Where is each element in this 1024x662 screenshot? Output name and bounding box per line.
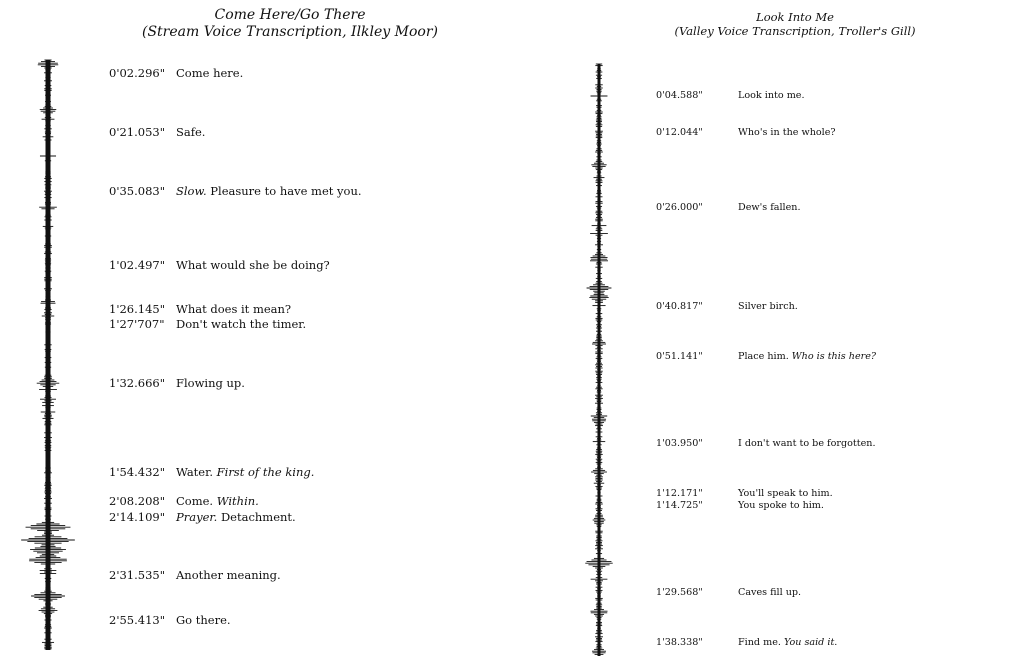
transcript-line — [656, 301, 798, 312]
transcript-line — [109, 465, 314, 479]
utterance-italic-segment: You said it. — [783, 637, 838, 648]
left-subtitle: (Stream Voice Transcription, Ilkley Moor) — [142, 23, 438, 40]
timestamp: 1'14.725" — [656, 500, 703, 511]
utterance-segment: Don't watch the timer. — [176, 317, 307, 331]
utterance-text — [176, 302, 291, 316]
utterance-text — [738, 90, 805, 101]
utterance-text — [738, 127, 836, 138]
transcript-line — [656, 438, 876, 449]
utterance-text — [176, 125, 205, 139]
transcript-line — [109, 613, 231, 627]
transcript-line — [109, 125, 205, 139]
utterance-segment: What would she be doing? — [176, 258, 330, 272]
utterance-italic-segment: First of the king. — [216, 465, 315, 479]
utterance-segment: I don't want to be forgotten. — [738, 438, 876, 449]
transcript-line — [656, 127, 836, 138]
timestamp: 0'04.588" — [656, 90, 703, 101]
utterance-segment: Pleasure to have met you. — [206, 184, 362, 198]
utterance-segment: Come here. — [176, 66, 244, 80]
utterance-text — [176, 510, 296, 524]
utterance-segment: Go there. — [176, 613, 231, 627]
utterance-text — [738, 500, 824, 511]
utterance-text — [738, 438, 876, 449]
timestamp: 0'51.141" — [656, 351, 703, 362]
utterance-segment: What does it mean? — [176, 302, 292, 316]
left-title-block — [80, 7, 500, 41]
utterance-text — [176, 317, 306, 331]
timestamp: 0'35.083" — [109, 184, 166, 198]
utterance-segment: Place him. — [738, 351, 792, 362]
timestamp: 2'31.535" — [109, 568, 166, 582]
timestamp: 1'29.568" — [656, 587, 703, 598]
transcript-line — [656, 637, 837, 648]
timestamp: 1'12.171" — [656, 488, 703, 499]
transcript-line — [656, 500, 824, 511]
utterance-text — [738, 301, 798, 312]
utterance-text — [176, 568, 281, 582]
utterance-text — [176, 613, 231, 627]
utterance-text — [176, 184, 362, 198]
right-subtitle: (Valley Voice Transcription, Troller's Gill) — [674, 23, 916, 38]
timestamp: 1'27'707" — [109, 317, 165, 331]
timestamp: 2'14.109" — [109, 510, 166, 524]
utterance-text — [738, 351, 876, 362]
right-waveform — [580, 0, 620, 662]
utterance-text — [176, 258, 330, 272]
right-transcription-panel — [560, 0, 1024, 662]
transcript-line — [656, 488, 833, 499]
utterance-segment: Caves fill up. — [738, 587, 802, 598]
utterance-segment: Water. — [176, 465, 217, 479]
utterance-segment: Flowing up. — [176, 376, 245, 390]
utterance-segment: Safe. — [176, 125, 206, 139]
transcript-line — [656, 202, 801, 213]
timestamp: 2'08.208" — [109, 494, 166, 508]
transcript-line — [109, 302, 291, 316]
utterance-italic-segment: Within. — [216, 494, 259, 508]
utterance-segment: Dew's fallen. — [738, 202, 801, 213]
right-title-block — [630, 11, 960, 39]
timestamp: 1'32.666" — [109, 376, 166, 390]
timestamp: 0'02.296" — [109, 66, 166, 80]
timestamp: 1'38.338" — [656, 637, 703, 648]
utterance-italic-segment: Slow. — [176, 184, 207, 198]
utterance-text — [176, 465, 314, 479]
utterance-segment: Silver birch. — [738, 301, 798, 312]
timestamp: 0'26.000" — [656, 202, 703, 213]
timestamp: 0'40.817" — [656, 301, 703, 312]
utterance-italic-segment: Prayer. — [176, 510, 218, 524]
transcript-line — [109, 510, 296, 524]
transcript-line — [109, 494, 259, 508]
utterance-text — [738, 587, 801, 598]
timestamp: 0'21.053" — [109, 125, 166, 139]
timestamp: 1'02.497" — [109, 258, 166, 272]
timestamp: 1'03.950" — [656, 438, 703, 449]
utterance-segment: Find me. — [738, 637, 784, 648]
transcript-line — [109, 66, 243, 80]
transcript-line — [109, 568, 281, 582]
transcript-line — [109, 184, 362, 198]
utterance-segment: Who's in the whole? — [738, 127, 836, 138]
utterance-segment: Detachment. — [217, 510, 296, 524]
utterance-segment: Come. — [176, 494, 217, 508]
utterance-text — [738, 488, 833, 499]
right-title: Look Into Me — [756, 10, 834, 24]
timestamp: 2'55.413" — [109, 613, 166, 627]
transcript-line — [109, 258, 330, 272]
utterance-text — [176, 66, 243, 80]
utterance-segment: You'll speak to him. — [738, 488, 833, 499]
utterance-text — [176, 494, 259, 508]
utterance-segment: Another meaning. — [176, 568, 281, 582]
transcript-line — [656, 587, 801, 598]
transcript-line — [656, 90, 805, 101]
timestamp: 1'54.432" — [109, 465, 166, 479]
utterance-text — [176, 376, 245, 390]
transcript-line — [109, 376, 245, 390]
utterance-text — [738, 637, 837, 648]
transcript-line — [656, 351, 876, 362]
left-title: Come Here/Go There — [214, 7, 366, 23]
utterance-text — [738, 202, 801, 213]
utterance-italic-segment: Who is this here? — [791, 351, 877, 362]
utterance-segment: Look into me. — [738, 90, 805, 101]
transcript-line — [109, 317, 306, 331]
timestamp: 1'26.145" — [109, 302, 166, 316]
timestamp: 0'12.044" — [656, 127, 703, 138]
utterance-segment: You spoke to him. — [738, 500, 824, 511]
left-waveform — [24, 0, 78, 662]
